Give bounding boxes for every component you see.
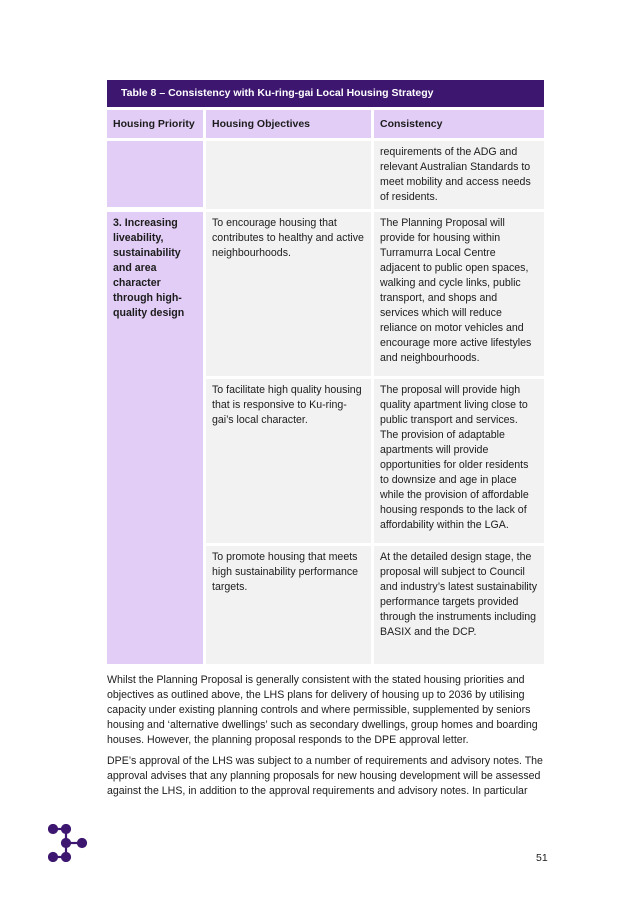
objective-cell-continued xyxy=(206,141,371,209)
priority-cell: 3. Increasing liveability, sustainability and area character through high-quality design xyxy=(107,212,203,664)
page-number: 51 xyxy=(536,852,548,864)
priority-cell-continued xyxy=(107,141,203,207)
header-housing-priority: Housing Priority xyxy=(107,110,203,138)
logo-icon xyxy=(48,824,90,867)
table-grid xyxy=(107,110,544,664)
objective-cell: To encourage housing that contributes to healthy and active neighbourhoods. xyxy=(206,212,371,376)
body-paragraph: DPE’s approval of the LHS was subject to a number of requirements and advisory notes. The approval advises that any planning proposals for new housing development will be assessed against the LHS, in addition to the approval requirements and advisory notes. In particular xyxy=(107,755,543,798)
consistency-cell: The proposal will provide high quality apartment living close to public transport and services. The provision of adaptable apartments will provide opportunities for older residents to downsize and age in place while the provision of affordable housing responds to the lack of affordability within the LGA. xyxy=(374,379,544,543)
consistency-cell: At the detailed design stage, the proposal will subject to Council and industry’s latest sustainability performance targets provided through the instruments including BASIX and the DCP. xyxy=(374,546,544,664)
consistency-cell-continued: requirements of the ADG and relevant Australian Standards to meet mobility and access needs of residents. xyxy=(374,141,544,209)
table-title: Table 8 – Consistency with Ku-ring-gai Local Housing Strategy xyxy=(107,80,544,107)
objective-cell: To promote housing that meets high sustainability performance targets. xyxy=(206,546,371,664)
body-paragraph: Whilst the Planning Proposal is generally consistent with the stated housing priorities and objectives as outlined above, the LHS plans for delivery of housing up to 2036 by utilising capacity under existing planning controls and where permissible, supplemented by seniors housing and ‘alternative dwellings’ such as secondary dwellings, group homes and boarding houses. However, the planning proposal responds to the DPE approval letter. xyxy=(107,674,538,747)
consistency-table xyxy=(107,80,544,664)
consistency-cell: The Planning Proposal will provide for housing within Turramurra Local Centre adjacent to public open spaces, walking and cycle links, public transport, and shops and services which will reduce reliance on motor vehicles and encourage more active lifestyles and neighbourhoods. xyxy=(374,212,544,376)
header-housing-objectives: Housing Objectives xyxy=(206,110,371,138)
objective-cell: To facilitate high quality housing that is responsive to Ku-ring-gai’s local character. xyxy=(206,379,371,543)
header-consistency: Consistency xyxy=(374,110,544,138)
